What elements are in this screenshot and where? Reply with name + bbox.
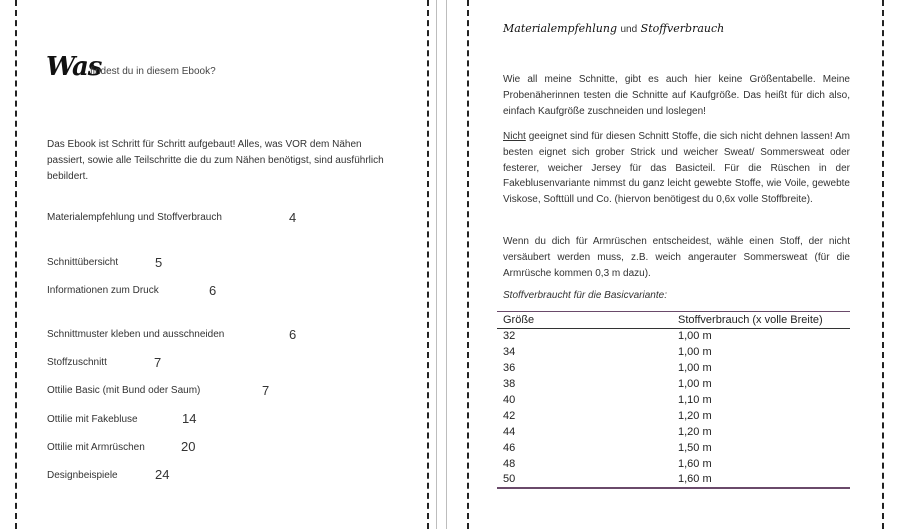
toc-page: 4: [289, 210, 297, 225]
size-cell: 36: [503, 362, 516, 374]
toc-label: Stoffzuschnitt: [47, 357, 107, 368]
page-divider: [436, 0, 437, 529]
table-rule: [497, 487, 850, 489]
table-header: Größe: [503, 314, 535, 326]
size-cell: 46: [503, 442, 516, 454]
emphasis-word: Nicht: [503, 131, 526, 142]
amount-cell: 1,00 m: [678, 346, 712, 358]
left-page-border-left: [15, 0, 17, 529]
section-heading: [503, 22, 724, 35]
paragraph-text: geeignet sind für diesen Schnitt Stoffe, die sich nicht dehnen lassen! Am besten eignet sich grober Strick und weicher Sweat/ Sommersweat oder festerer, weicher Jersey für das Basicteil. Für die Rüschen in der Fakeblusenvariante nimmst du ganz leicht gewebte Stoffe, wie Voile, gewebte Viskose, Softtüll und Co. (hiervon benötigest du 0,6x volle Stoffbreite).: [503, 131, 850, 206]
size-cell: 38: [503, 378, 516, 390]
paragraph: Wenn du dich für Armrüschen entscheidest, wähle einen Stoff, der nicht versäubert werden muss, z.B. weich angerauter Sommersweat (für die Armrüsche kommen 0,3 m dazu).: [503, 236, 850, 279]
amount-cell: 1,60 m: [678, 458, 712, 470]
right-page-border-right: [882, 0, 884, 529]
intro-text: Das Ebook ist Schritt für Schritt aufgebaut! Alles, was VOR dem Nähen passiert, sowie alle Teilschritte die du zum Nähen benötigst, sind ausführlich bebildert.: [47, 139, 384, 182]
size-cell: 34: [503, 346, 516, 358]
table-header: Stoffverbrauch (x volle Breite): [678, 314, 823, 326]
toc-label: Designbeispiele: [47, 470, 118, 481]
toc-page: 20: [181, 439, 196, 454]
size-cell: 44: [503, 426, 516, 438]
size-cell: 50: [503, 473, 516, 485]
size-cell: 48: [503, 458, 516, 470]
amount-cell: 1,00 m: [678, 378, 712, 390]
toc-label: Ottilie mit Armrüschen: [47, 442, 145, 453]
page-title: findest du in diesem Ebook?: [90, 66, 216, 77]
table-rule: [497, 311, 850, 312]
size-cell: 40: [503, 394, 516, 406]
amount-cell: 1,60 m: [678, 473, 712, 485]
table-rule: [497, 328, 850, 329]
toc-label: Ottilie mit Fakebluse: [47, 414, 138, 425]
amount-cell: 1,50 m: [678, 442, 712, 454]
left-page-border-right: [427, 0, 429, 529]
size-cell: 32: [503, 330, 516, 342]
heading-part: Stoffverbrauch: [640, 22, 725, 35]
amount-cell: 1,10 m: [678, 394, 712, 406]
toc-page: 7: [154, 355, 162, 370]
toc-page: 24: [155, 467, 170, 482]
paragraph: [503, 129, 850, 208]
toc-page: 5: [155, 255, 163, 270]
table-caption: Stoffverbraucht für die Basicvariante:: [503, 290, 667, 301]
title-script: Was: [46, 52, 102, 82]
size-cell: 42: [503, 410, 516, 422]
amount-cell: 1,20 m: [678, 410, 712, 422]
toc-page: 14: [182, 411, 197, 426]
toc-page: 6: [209, 283, 217, 298]
amount-cell: 1,20 m: [678, 426, 712, 438]
heading-part: Materialempfehlung: [503, 22, 617, 35]
toc-label: Materialempfehlung und Stoffverbrauch: [47, 212, 222, 223]
heading-part: und: [620, 24, 638, 35]
toc-page: 6: [289, 327, 297, 342]
paragraph: Wie all meine Schnitte, gibt es auch hier keine Größentabelle. Meine Probenäherinnen testen die Schnitte auf Kaufgröße. Das heißt für dich also, einfach Kaufgröße zuschneiden und loslegen!: [503, 74, 850, 117]
toc-label: Ottilie Basic (mit Bund oder Saum): [47, 385, 201, 396]
amount-cell: 1,00 m: [678, 330, 712, 342]
right-page-border-left: [467, 0, 469, 529]
toc-label: Informationen zum Druck: [47, 285, 159, 296]
amount-cell: 1,00 m: [678, 362, 712, 374]
page-divider: [446, 0, 447, 529]
toc-label: Schnittmuster kleben und ausschneiden: [47, 329, 225, 340]
toc-page: 7: [262, 383, 270, 398]
toc-label: Schnittübersicht: [47, 257, 119, 268]
